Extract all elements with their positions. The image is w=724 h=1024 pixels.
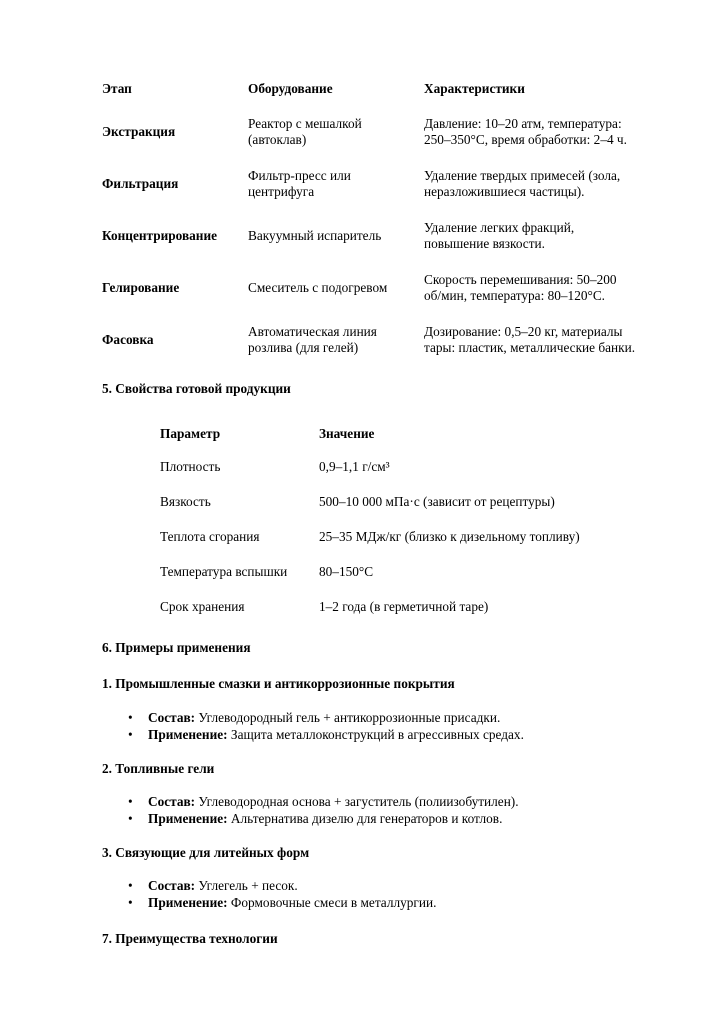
stage-cell: Гелирование: [102, 280, 180, 295]
list-item: [128, 811, 519, 828]
header-equipment: Оборудование: [248, 81, 333, 96]
parameter-cell: Температура вспышки: [160, 563, 288, 579]
list-item: [128, 710, 524, 727]
characteristics-line: об/мин, температура: 80–120°C.: [424, 288, 606, 303]
parameter-cell: Теплота сгорания: [160, 528, 260, 544]
table-row: [160, 449, 630, 484]
table-row: [98, 210, 678, 262]
characteristics-line: Дозирование: 0,5–20 кг, материалы: [424, 324, 623, 339]
value-cell: 1–2 года (в герметичной таре): [319, 598, 489, 614]
characteristics-line: Давление: 10–20 атм, температура:: [424, 116, 622, 131]
example-2-list: [128, 794, 519, 828]
bullet-icon: •: [128, 710, 133, 725]
item-label: Состав:: [148, 710, 196, 725]
value-cell: 0,9–1,1 г/см³: [319, 458, 390, 474]
characteristics-line: Скорость перемешивания: 50–200: [424, 272, 617, 287]
example-3-heading: 3. Связующие для литейных форм: [102, 845, 310, 860]
header-characteristics: Характеристики: [424, 81, 525, 96]
characteristics-cell: [424, 116, 678, 148]
table-row: [160, 589, 630, 624]
example-3-list: [128, 878, 436, 912]
stage-cell: Фильтрация: [102, 176, 179, 191]
section-5-heading: 5. Свойства готовой продукции: [102, 381, 291, 396]
item-label: Состав:: [148, 794, 196, 809]
equipment-line: (автоклав): [248, 132, 307, 147]
item-text: Альтернатива дизелю для генераторов и котлов.: [227, 811, 503, 826]
equipment-cell: [248, 280, 424, 296]
table-row: [160, 554, 630, 589]
bullet-icon: •: [128, 811, 133, 826]
bullet-icon: •: [128, 895, 133, 910]
header-parameter: Параметр: [160, 425, 221, 441]
item-text: Формовочные смеси в металлургии.: [227, 895, 437, 910]
list-item: [128, 895, 436, 912]
item-label: Применение:: [148, 895, 228, 910]
equipment-line: Автоматическая линия: [248, 324, 377, 339]
characteristics-line: Удаление твердых примесей (зола,: [424, 168, 621, 183]
characteristics-cell: [424, 168, 678, 200]
characteristics-line: тары: пластик, металлические банки.: [424, 340, 636, 355]
list-item: [128, 878, 436, 895]
characteristics-line: 250–350°C, время обработки: 2–4 ч.: [424, 132, 627, 147]
characteristics-cell: [424, 272, 678, 304]
equipment-line: Смеситель с подогревом: [248, 280, 388, 295]
equipment-cell: [248, 228, 424, 244]
bullet-icon: •: [128, 794, 133, 809]
equipment-line: Вакуумный испаритель: [248, 228, 382, 243]
example-1-list: [128, 710, 524, 744]
item-text: Углеводородная основа + загуститель (полиизобутилен).: [195, 794, 519, 809]
table-row: [98, 262, 678, 314]
equipment-cell: [248, 116, 424, 148]
process-table-header: [98, 72, 678, 106]
stage-cell: Экстракция: [102, 124, 176, 139]
characteristics-line: Удаление легких фракций,: [424, 220, 575, 235]
item-text: Углеводородный гель + антикоррозионные присадки.: [195, 710, 501, 725]
equipment-line: Фильтр-пресс или: [248, 168, 351, 183]
table-row: [98, 158, 678, 210]
bullet-icon: •: [128, 878, 133, 893]
equipment-cell: [248, 168, 424, 200]
example-2-heading: 2. Топливные гели: [102, 761, 215, 776]
value-cell: 25–35 МДж/кг (близко к дизельному топливу): [319, 528, 580, 544]
table-row: [98, 106, 678, 158]
equipment-line: центрифуга: [248, 184, 315, 199]
table-row: [160, 519, 630, 554]
value-cell: 500–10 000 мПа·с (зависит от рецептуры): [319, 493, 555, 509]
equipment-cell: [248, 324, 424, 356]
item-text: Защита металлоконструкций в агрессивных средах.: [227, 727, 524, 742]
characteristics-cell: [424, 324, 678, 356]
section-7-heading: 7. Преимущества технологии: [102, 931, 278, 946]
item-text: Углегель + песок.: [195, 878, 298, 893]
list-item: [128, 727, 524, 744]
item-label: Применение:: [148, 727, 228, 742]
example-1-heading: 1. Промышленные смазки и антикоррозионные покрытия: [102, 676, 455, 691]
list-item: [128, 794, 519, 811]
bullet-icon: •: [128, 727, 133, 742]
table-row: [160, 484, 630, 519]
parameter-cell: Вязкость: [160, 493, 211, 509]
parameter-cell: Плотность: [160, 458, 221, 474]
stage-cell: Фасовка: [102, 332, 154, 347]
characteristics-line: неразложившиеся частицы).: [424, 184, 585, 199]
header-value: Значение: [319, 425, 375, 441]
properties-table-header: [160, 418, 630, 449]
item-label: Применение:: [148, 811, 228, 826]
section-6-heading: 6. Примеры применения: [102, 640, 251, 655]
item-label: Состав:: [148, 878, 196, 893]
value-cell: 80–150°C: [319, 563, 374, 579]
process-table: [98, 72, 678, 366]
table-row: [98, 314, 678, 366]
characteristics-cell: [424, 220, 678, 252]
equipment-line: розлива (для гелей): [248, 340, 359, 355]
characteristics-line: повышение вязкости.: [424, 236, 545, 251]
parameter-cell: Срок хранения: [160, 598, 245, 614]
header-stage: Этап: [102, 81, 132, 96]
properties-table: [160, 418, 630, 624]
stage-cell: Концентрирование: [102, 228, 218, 243]
equipment-line: Реактор с мешалкой: [248, 116, 362, 131]
